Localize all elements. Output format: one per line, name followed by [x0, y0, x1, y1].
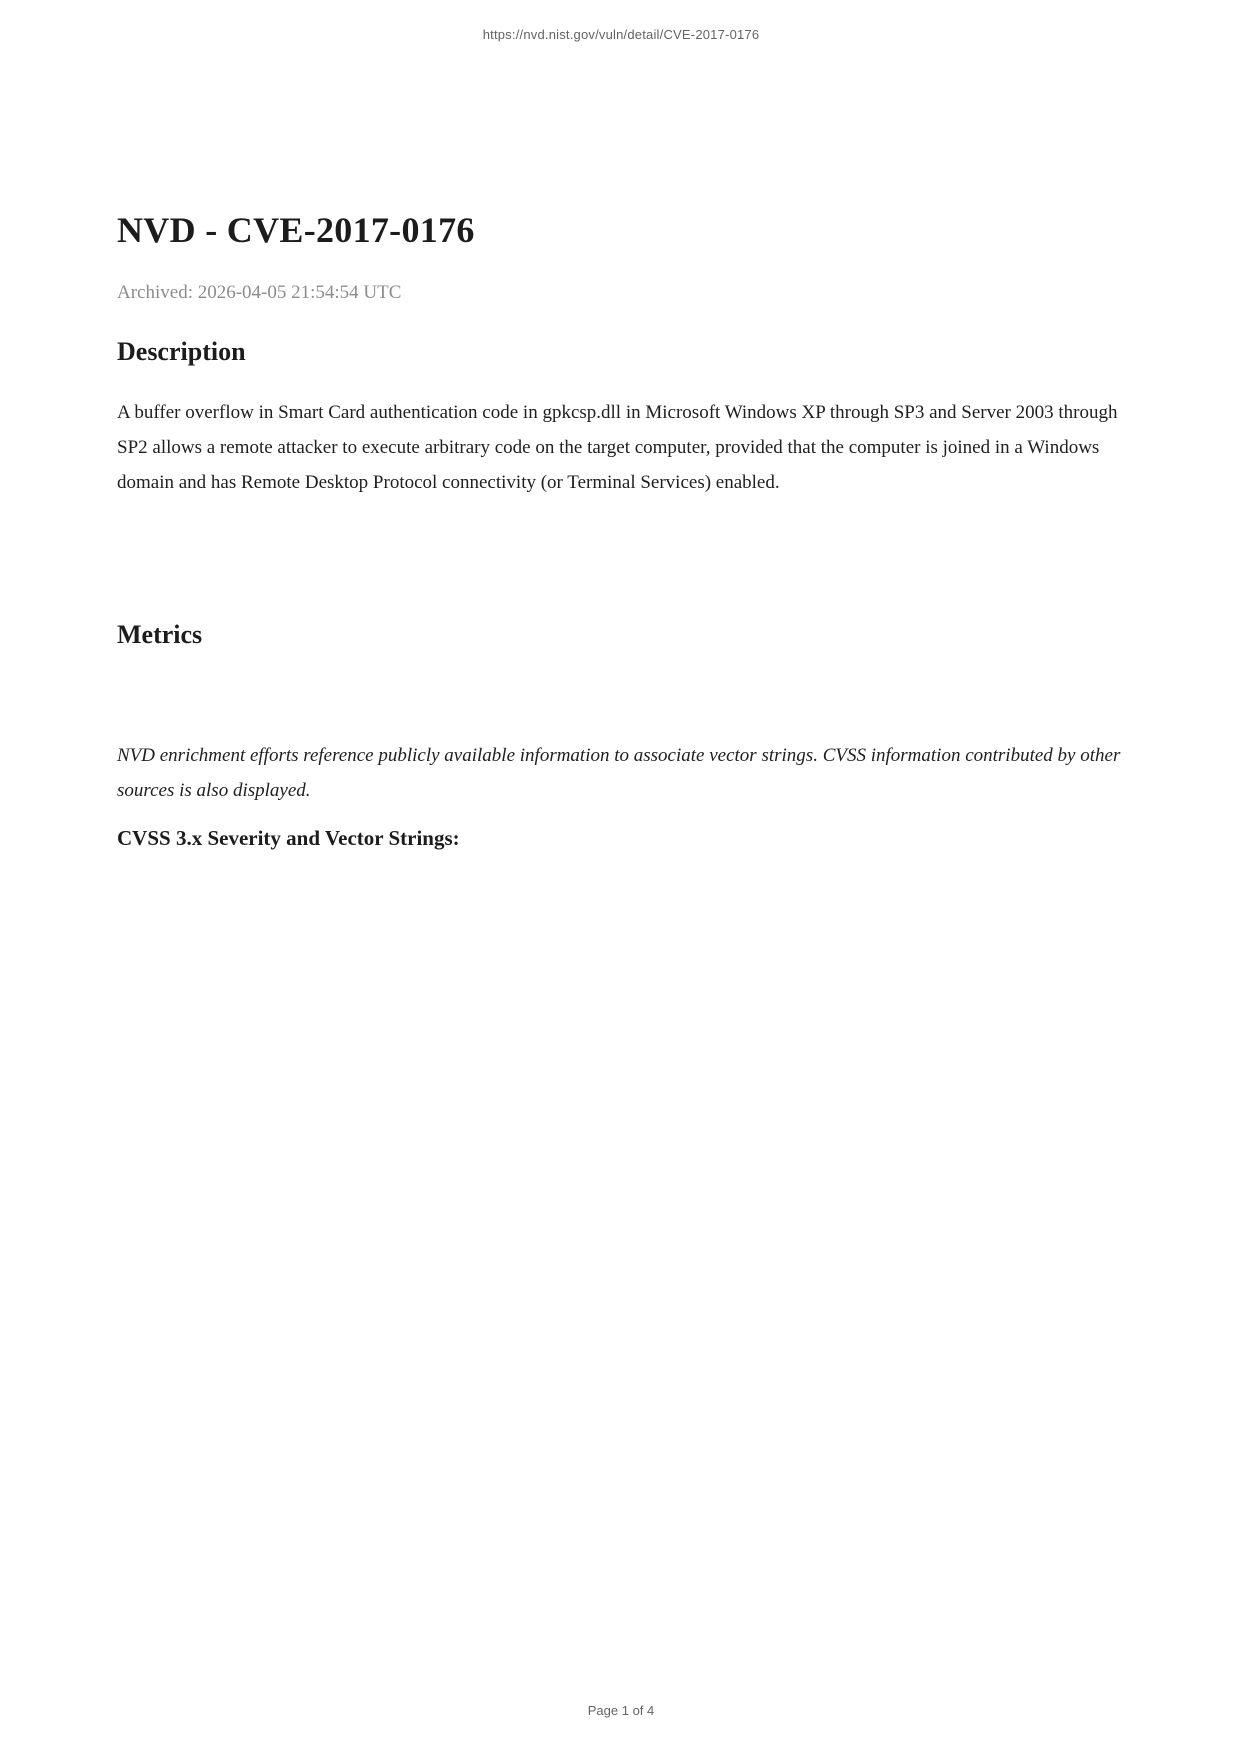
page-number: Page 1 of 4 — [587, 1703, 655, 1718]
cvss3-severity-heading: CVSS 3.x Severity and Vector Strings: — [117, 826, 460, 850]
description-body: A buffer overflow in Smart Card authentication code in gpkcsp.dll in Microsoft Windows XP through SP3 and Server 2003 through SP2 allows a remote attacker to execute arbitrary code on the target computer, provided that the computer is joined in a Windows domain and has Remote Desktop Protocol connectivity (or Terminal Services) enabled. — [117, 402, 1118, 493]
print-header — [0, 28, 1242, 42]
enrichment-note: NVD enrichment efforts reference publicly available information to associate vector strings. CVSS information contributed by other sources is also displayed. — [117, 745, 1121, 801]
print-header-url: https://nvd.nist.gov/vuln/detail/CVE-2017-0176 — [482, 27, 760, 42]
description-heading: Description — [117, 337, 246, 366]
archived-timestamp: Archived: 2026-04-05 21:54:54 UTC — [117, 282, 402, 303]
page-title: NVD - CVE-2017-0176 — [117, 210, 475, 250]
metrics-heading: Metrics — [117, 620, 203, 649]
print-footer — [0, 1704, 1242, 1718]
